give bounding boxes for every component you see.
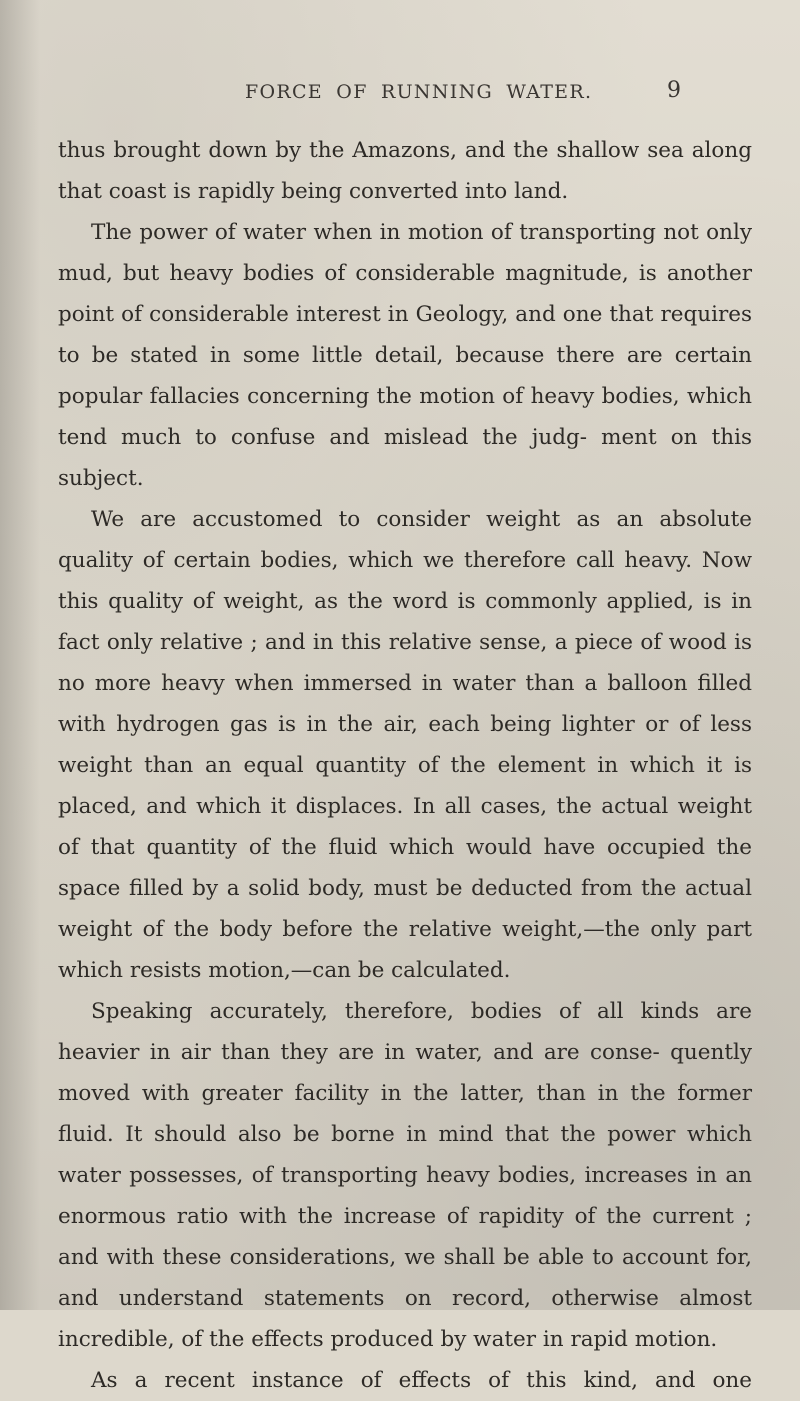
paragraph-weight: We are accustomed to consider weight as an absolute quality of certain bodies, which we therefore call heavy. Now this quality of weight, as the word is commonly applied, is in fact only relative ; and in this relative sense, a piece of wood is no more heavy when immersed in water than a balloon filled with hydrogen gas is in the air, each being lighter or of less weight than an equal quantity of the element in which it is placed, and which it displaces. In all cases, the actual weight of that quantity of the fluid which would have occupied the space filled by a solid body, must be deducted from the actual weight of the body before the relative weight,—the only part which resists motion,—can be calculated.	[58, 507, 752, 983]
running-header: FORCE OF RUNNING WATER.	[245, 81, 593, 103]
body-text	[58, 130, 752, 1401]
page-number: 9	[667, 78, 681, 103]
paragraph-transport-power: The power of water when in motion of transporting not only mud, but heavy bodies of considerable magnitude, is another point of considerable interest in Geology, and one that requires to be stated in some little detail, because there are certain popular fallacies concerning the motion of heavy bodies, which tend much to confuse and mislead the judg- ment on this subject.	[58, 220, 752, 491]
paragraph-recent-instance: As a recent instance of effects of this kind, and one	[91, 1368, 752, 1393]
paragraph-speaking-accurately: Speaking accurately, therefore, bodies of all kinds are heavier in air than they are in water, and are conse- quently moved with greater facility in the latter, than in the former fluid. It should also be borne in mind that the power which water possesses, of transporting heavy bodies, increases in an enormous ratio with the increase of rapidity of the current ; and with these considerations, we shall be able to account for, and understand statements on record, otherwise almost incredible, of the effects produced by water in rapid motion.	[58, 999, 752, 1352]
paragraph-continuation: thus brought down by the Amazons, and the shallow sea along that coast is rapidly being converted into land.	[58, 138, 752, 204]
